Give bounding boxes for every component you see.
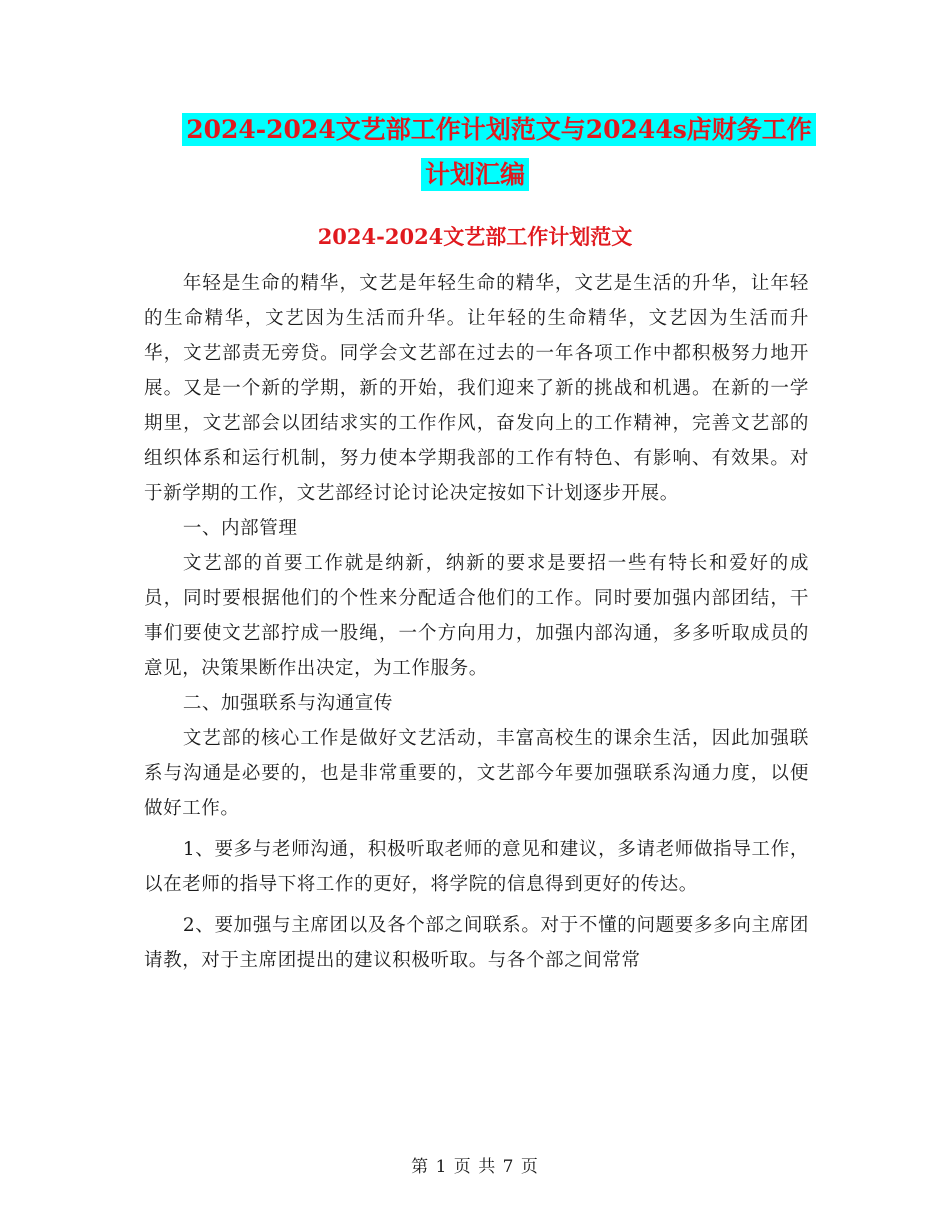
document-body xyxy=(144,266,809,978)
heading-communication: 二、加强联系与沟通宣传 xyxy=(182,693,393,714)
title-highlight-1: 2024-2024文艺部工作计划范文与20244s店财务工作 xyxy=(182,113,816,146)
document-title-line-2 xyxy=(0,154,950,196)
section-title: 2024-2024文艺部工作计划范文 xyxy=(317,224,633,249)
paragraph-internal-management: 文艺部的首要工作就是纳新，纳新的要求是要招一些有特长和爱好的成员，同时要根据他们的个性来分配适合他们的工作。同时要加强内部团结，干事们要使文艺部拧成一股绳，一个方向用力，加强内部沟通，多多听取成员的意见，决策果断作出决定，为工作服务。 xyxy=(144,553,809,679)
title-highlight-2: 计划汇编 xyxy=(421,158,529,191)
list-item-1: 1、要多与老师沟通，积极听取老师的意见和建议，多请老师做指导工作，以在老师的指导下将工作的更好，将学院的信息得到更好的传达。 xyxy=(144,839,809,895)
heading-internal-management: 一、内部管理 xyxy=(182,518,298,539)
document-title-line-1 xyxy=(24,109,950,151)
paragraph-communication: 文艺部的核心工作是做好文艺活动，丰富高校生的课余生活，因此加强联系与沟通是必要的，也是非常重要的，文艺部今年要加强联系沟通力度，以便做好工作。 xyxy=(144,728,809,819)
page-number-footer: 第 1 页 共 7 页 xyxy=(411,1157,539,1177)
list-item-2: 2、要加强与主席团以及各个部之间联系。对于不懂的问题要多多向主席团请教，对于主席团提出的建议积极听取。与各个部之间常常 xyxy=(144,915,809,971)
paragraph-intro: 年轻是生命的精华，文艺是年轻生命的精华，文艺是生活的升华，让年轻的生命精华，文艺因为生活而升华。让年轻的生命精华，文艺因为生活而升华，文艺部责无旁贷。同学会文艺部在过去的一年各项工作中都积极努力地开展。又是一个新的学期，新的开始，我们迎来了新的挑战和机遇。在新的一学期里，文艺部会以团结求实的工作作风，奋发向上的工作精神，完善文艺部的组织体系和运行机制，努力使本学期我部的工作有特色、有影响、有效果。对于新学期的工作，文艺部经讨论讨论决定按如下计划逐步开展。 xyxy=(144,273,809,504)
